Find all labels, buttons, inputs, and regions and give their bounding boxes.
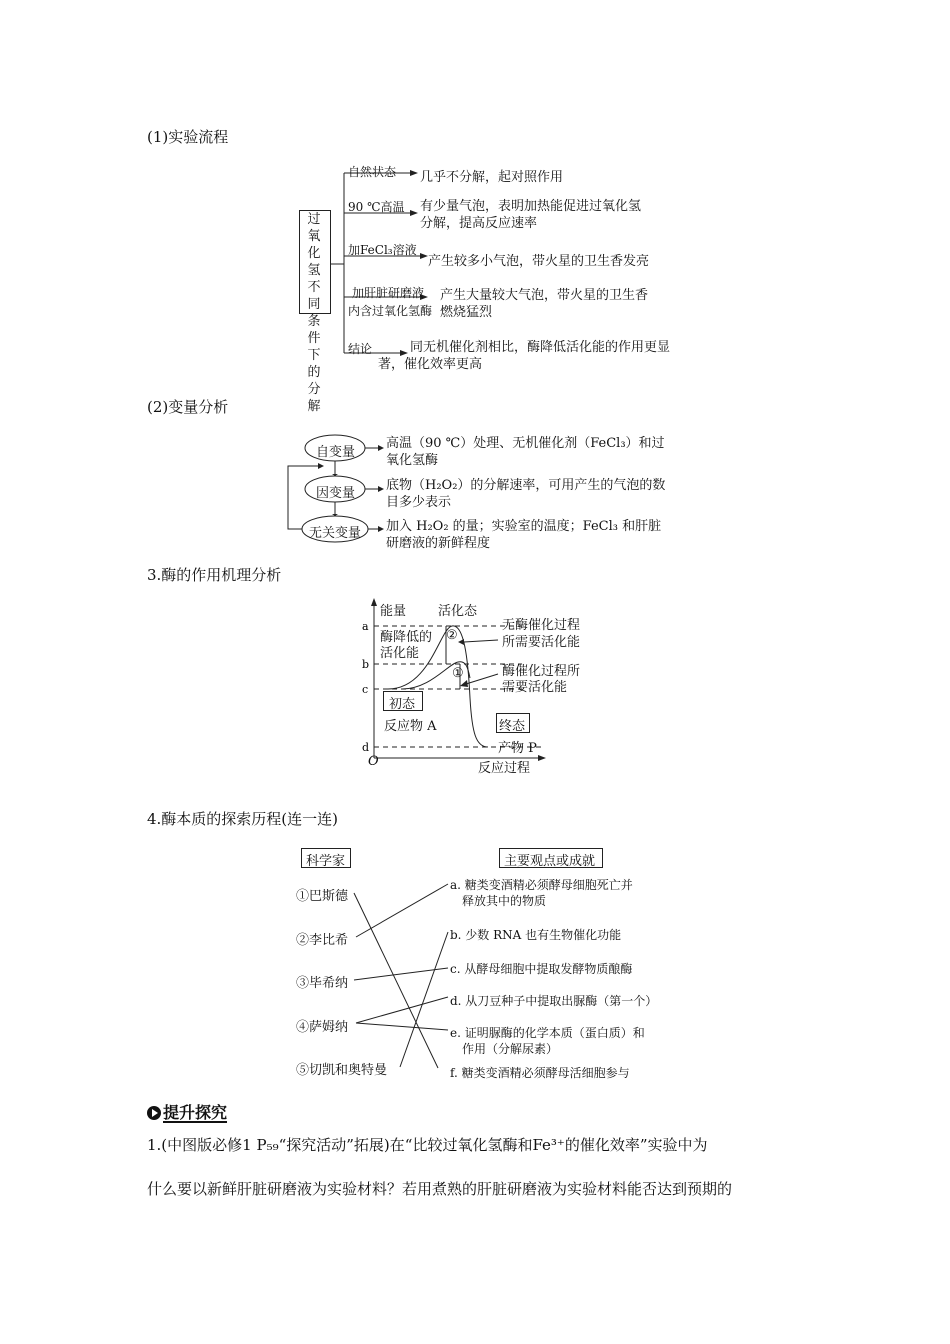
- scientist-3: ③毕希纳: [296, 976, 349, 991]
- root-label: 过 氧 化 氢 不 同 条 件 下 的 分 解: [307, 212, 321, 414]
- achievement-e-line2: 作用（分解尿素）: [462, 1042, 559, 1056]
- section3-heading: 3.酶的作用机理分析: [147, 566, 282, 584]
- question1-line2: 什么要以新鲜肝脏研磨液为实验材料？若用煮熟的肝脏研磨液为实验材料能否达到预期的: [147, 1180, 733, 1198]
- section2-heading: (2)变量分析: [147, 398, 229, 416]
- enzyme-lowered-line1: 酶降低的: [380, 630, 433, 645]
- enzyme-note-line2: 需要活化能: [502, 680, 568, 695]
- achievement-c: c. 从酵母细胞中提取发酵物质酿酶: [450, 962, 633, 976]
- section1-heading: (1)实验流程: [147, 128, 229, 146]
- circle-one: ①: [452, 666, 464, 681]
- enzyme-note-line1: 酶催化过程所: [502, 664, 581, 679]
- no-enzyme-note-line2: 所需要活化能: [502, 635, 581, 650]
- label-independent: 自变量: [316, 445, 356, 460]
- condition-fecl3: 加FeCl₃溶液: [348, 243, 417, 257]
- scientist-2: ②李比希: [296, 933, 349, 948]
- label-dependent: 因变量: [316, 486, 356, 501]
- scientist-5: ⑤切凯和奥特曼: [296, 1063, 388, 1078]
- label-irrelevant: 无关变量: [309, 526, 362, 541]
- achievement-title: 主要观点或成就: [504, 854, 596, 869]
- level-c: c: [362, 683, 369, 696]
- result-conclusion-line2: 著，催化效率更高: [378, 357, 483, 372]
- level-d: d: [362, 741, 370, 754]
- activated-state-label: 活化态: [438, 604, 478, 619]
- condition-heat: 90 ℃高温: [348, 200, 405, 214]
- reactant-label: 反应物 A: [384, 719, 437, 734]
- achievement-b: b. 少数 RNA 也有生物催化功能: [450, 928, 622, 942]
- achievement-a-line2: 释放其中的物质: [462, 894, 547, 908]
- achievement-d: d. 从刀豆种子中提取出脲酶（第一个）: [450, 994, 658, 1008]
- result-heat-line2: 分解，提高反应速率: [420, 216, 538, 231]
- result-liver-line2: 燃烧猛烈: [440, 305, 493, 320]
- independent-text-line2: 氧化氢酶: [386, 453, 439, 468]
- scientist-1: ①巴斯德: [296, 889, 349, 904]
- result-natural: 几乎不分解，起对照作用: [420, 170, 564, 185]
- result-fecl3: 产生较多小气泡，带火星的卫生香发亮: [428, 254, 650, 269]
- initial-state-label: 初态: [389, 697, 416, 712]
- level-a: a: [362, 620, 369, 633]
- achievement-a-line1: a. 糖类变酒精必须酵母细胞死亡并: [450, 878, 633, 892]
- circle-two: ②: [446, 628, 458, 643]
- explore-title: 提升探究: [147, 1100, 227, 1123]
- final-state-label: 终态: [499, 719, 526, 734]
- level-b: b: [362, 658, 370, 671]
- y-axis-label: 能量: [380, 604, 407, 619]
- no-enzyme-note-line1: 无酶催化过程: [502, 618, 581, 633]
- play-circle-icon: [147, 1106, 161, 1120]
- origin-label: O: [368, 754, 379, 769]
- irrelevant-text-line1: 加入 H₂O₂ 的量；实验室的温度；FeCl₃ 和肝脏: [386, 519, 662, 534]
- product-label: 产物 P: [498, 741, 537, 756]
- result-conclusion-line1: 同无机催化剂相比，酶降低活化能的作用更显: [410, 340, 671, 355]
- independent-text-line1: 高温（90 ℃）处理、无机催化剂（FeCl₃）和过: [386, 436, 665, 451]
- result-liver-line1: 产生大量较大气泡，带火星的卫生香: [440, 288, 649, 303]
- condition-liver-line1: 加肝脏研磨液: [352, 286, 425, 300]
- matching-lines: [340, 870, 460, 1080]
- achievement-f: f. 糖类变酒精必须酵母活细胞参与: [450, 1066, 630, 1080]
- section4-heading: 4.酶本质的探索历程(连一连): [147, 810, 339, 828]
- condition-natural: 自然状态: [348, 165, 397, 179]
- irrelevant-text-line2: 研磨液的新鲜程度: [386, 536, 491, 551]
- scientist-title: 科学家: [306, 854, 346, 869]
- enzyme-lowered-line2: 活化能: [380, 646, 420, 661]
- dependent-text-line1: 底物（H₂O₂）的分解速率，可用产生的气泡的数: [386, 478, 666, 493]
- condition-liver-line2: 内含过氧化氢酶: [348, 304, 433, 318]
- question1-line1: 1.(中图版必修1 P₅₉“探究活动”拓展)在“比较过氧化氢酶和Fe³⁺的催化效率”实验中为: [147, 1136, 708, 1154]
- condition-conclusion: 结论: [348, 342, 373, 356]
- x-axis-label: 反应过程: [478, 761, 531, 776]
- dependent-text-line2: 目多少表示: [386, 495, 452, 510]
- scientist-4: ④萨姆纳: [296, 1020, 349, 1035]
- result-heat-line1: 有少量气泡，表明加热能促进过氧化氢: [420, 199, 642, 214]
- achievement-e-line1: e. 证明脲酶的化学本质（蛋白质）和: [450, 1026, 645, 1040]
